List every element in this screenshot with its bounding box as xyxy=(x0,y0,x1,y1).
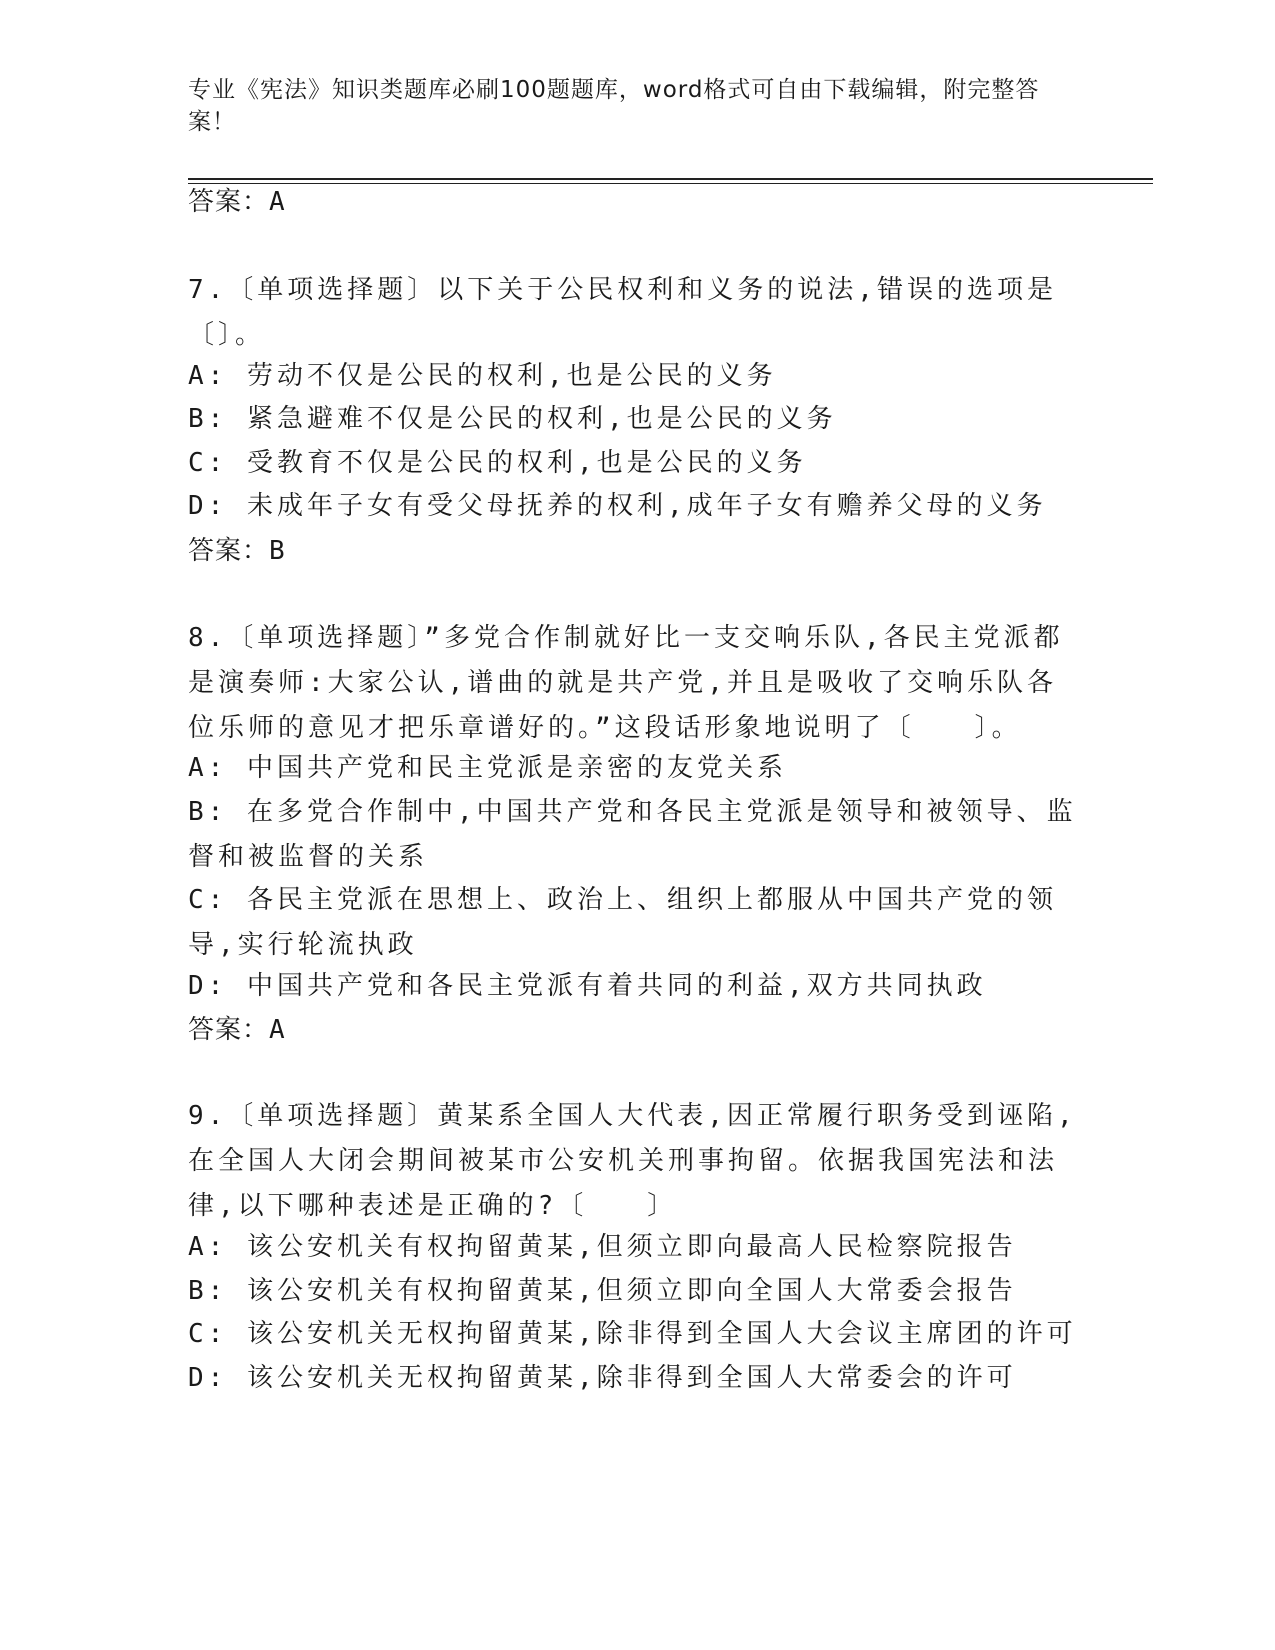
question-8-option-b: B: 在多党合作制中,中国共产党和各民主党派是领导和被领导、监督和被监督的关系 xyxy=(188,797,1077,872)
question-8-stem: 8.〔单项选择题〕”多党合作制就好比一支交响乐队,各民主党派都是演奏师:大家公认,谱曲的就是共产党,并且是吸收了交响乐队各位乐师的意见才把乐章谱好的。”这段话形象地说明了〔 〕。 xyxy=(188,623,1064,743)
header-rule xyxy=(188,178,1153,180)
question-9-option-b: B: 该公安机关有权拘留黄某,但须立即向全国人大常委会报告 xyxy=(188,1276,1017,1306)
question-8-option-d: D: 中国共产党和各民主党派有着共同的利益,双方共同执政 xyxy=(188,971,987,1001)
question-9-stem: 9.〔单项选择题〕黄某系全国人大代表,因正常履行职务受到诬陷,在全国人大闭会期间被某市公安机关刑事拘留。依据我国宪法和法律,以下哪种表述是正确的?〔 〕 xyxy=(188,1101,1077,1221)
answer-6 xyxy=(188,186,286,218)
question-7-option-d: D: 未成年子女有受父母抚养的权利,成年子女有赡养父母的义务 xyxy=(188,491,1047,521)
answer-label: 答案： xyxy=(188,187,270,217)
page-header: 专业《宪法》知识类题库必刷100题题库，word格式可自由下载编辑，附完整答案！ xyxy=(188,77,1040,135)
answer-value: B xyxy=(269,536,286,566)
question-8-option-c: C: 各民主党派在思想上、政治上、组织上都服从中国共产党的领导,实行轮流执政 xyxy=(188,885,1057,960)
answer-value: A xyxy=(269,1015,286,1045)
answer-label: 答案： xyxy=(188,1015,270,1045)
question-7-option-b: B: 紧急避难不仅是公民的权利,也是公民的义务 xyxy=(188,404,837,434)
question-7-option-a: A: 劳动不仅是公民的权利,也是公民的义务 xyxy=(188,361,777,391)
answer-8 xyxy=(188,1014,286,1046)
answer-label: 答案： xyxy=(188,536,270,566)
answer-7 xyxy=(188,535,286,567)
question-7-option-c: C: 受教育不仅是公民的权利,也是公民的义务 xyxy=(188,448,807,478)
question-9-option-d: D: 该公安机关无权拘留黄某,除非得到全国人大常委会的许可 xyxy=(188,1363,1017,1393)
question-7-stem: 7.〔单项选择题〕以下关于公民权利和义务的说法,错误的选项是〔〕。 xyxy=(188,275,1057,350)
question-9-option-c: C: 该公安机关无权拘留黄某,除非得到全国人大会议主席团的许可 xyxy=(188,1319,1077,1349)
question-8-option-a: A: 中国共产党和民主党派是亲密的友党关系 xyxy=(188,753,787,783)
question-9-option-a: A: 该公安机关有权拘留黄某,但须立即向最高人民检察院报告 xyxy=(188,1232,1017,1262)
header-rule-thin xyxy=(188,183,1153,184)
answer-value: A xyxy=(269,187,286,217)
